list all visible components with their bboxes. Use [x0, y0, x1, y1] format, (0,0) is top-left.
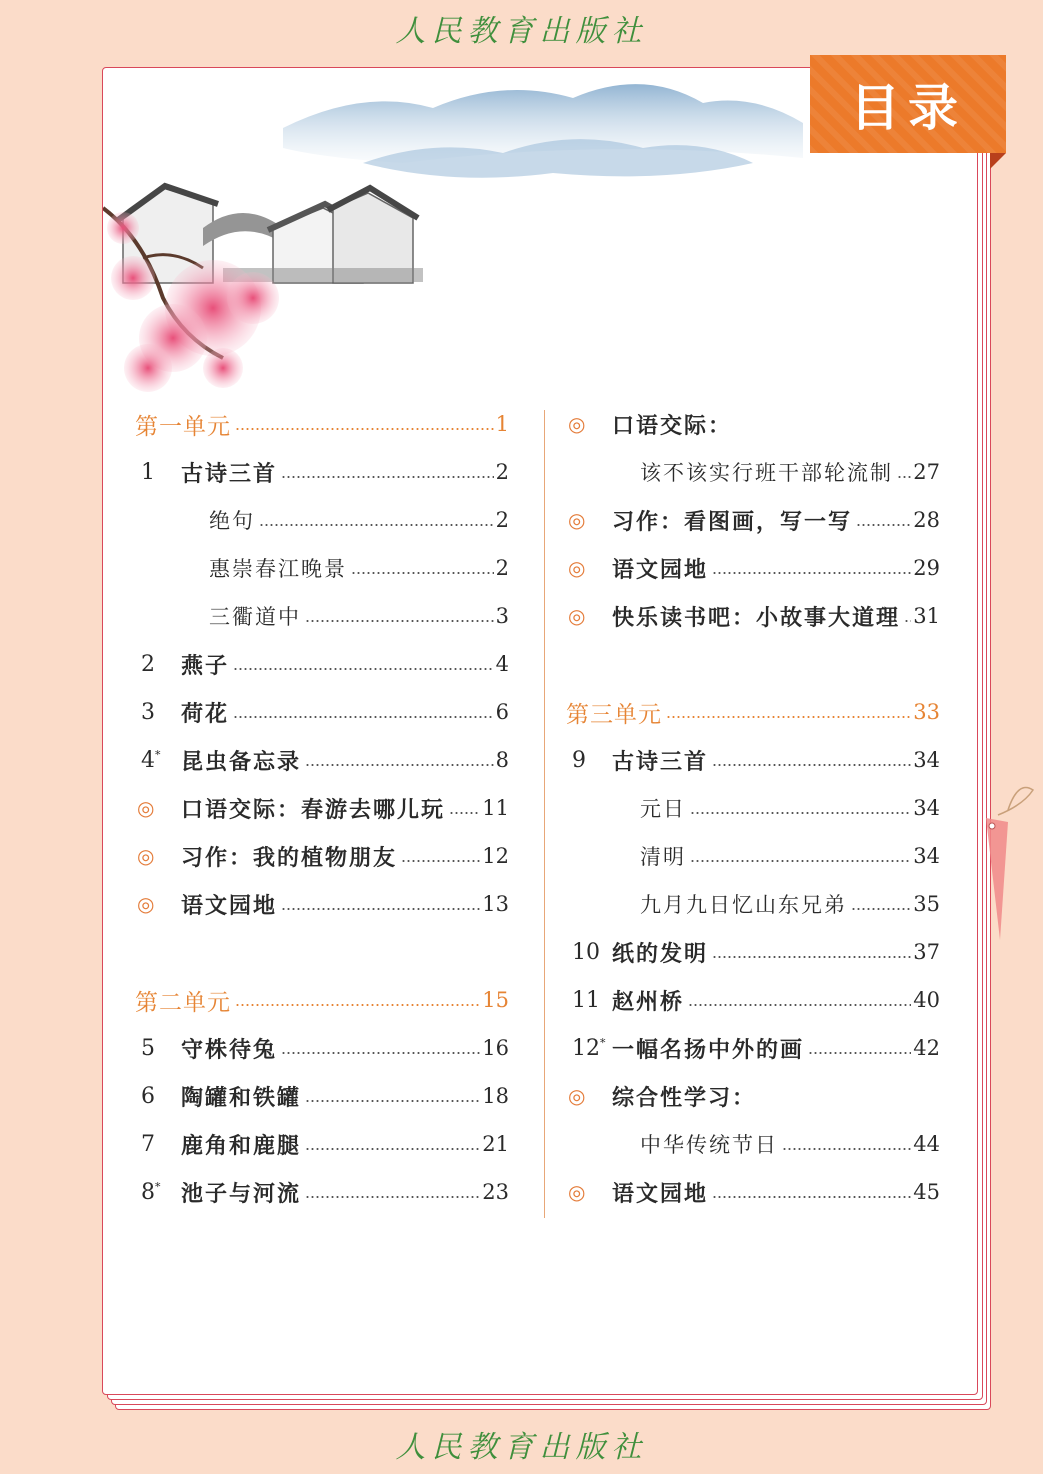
sub-entry-title: 九月九日忆山东兄弟 — [640, 893, 847, 917]
lesson-number: 10 — [572, 939, 600, 965]
publisher-logo-top: 人民教育出版社 — [395, 14, 648, 49]
ink-landscape-illustration — [103, 68, 923, 408]
bullet-circle-icon: ◎ — [568, 1084, 586, 1108]
dot-leader — [712, 1196, 911, 1198]
dot-leader — [712, 956, 911, 958]
lesson-title: 守株待兔 — [181, 1036, 278, 1063]
bullet-circle-icon: ◎ — [137, 796, 155, 820]
toc-entry[interactable] — [566, 786, 940, 830]
page-number: 3 — [495, 604, 509, 628]
page-number: 44 — [913, 1132, 940, 1156]
toc-entry[interactable] — [135, 450, 509, 494]
lesson-number: 7 — [141, 1131, 155, 1157]
dot-leader — [235, 428, 494, 430]
lesson-title: 燕子 — [181, 652, 230, 679]
toc-entry[interactable] — [566, 594, 940, 638]
activity-title: 快乐读书吧：小故事大道理 — [612, 604, 901, 631]
dot-leader — [233, 668, 494, 670]
bullet-circle-icon: ◎ — [568, 1180, 586, 1204]
sub-entry-title: 该不该实行班干部轮流制 — [640, 461, 893, 485]
activity-title: 口语交际： — [612, 412, 733, 439]
page-number: 6 — [495, 700, 509, 724]
toc-entry[interactable] — [566, 834, 940, 878]
dot-leader — [449, 812, 480, 814]
bookmark-tag — [978, 770, 1038, 950]
activity-title: 语文园地 — [181, 892, 278, 919]
lesson-title: 荷花 — [181, 700, 230, 727]
page-number: 29 — [913, 556, 940, 580]
page-number: 2 — [495, 556, 509, 580]
column-divider — [544, 410, 545, 1218]
bullet-circle-icon: ◎ — [568, 412, 586, 436]
dot-leader — [401, 860, 480, 862]
sub-entry-title: 清明 — [640, 845, 686, 869]
toc-entry[interactable] — [135, 834, 509, 878]
page-number: 42 — [913, 1036, 940, 1060]
page-number: 34 — [913, 844, 940, 868]
page-number: 23 — [482, 1180, 509, 1204]
lesson-title: 鹿角和鹿腿 — [181, 1132, 302, 1159]
page-number: 31 — [913, 604, 940, 628]
toc-entry[interactable] — [566, 498, 940, 542]
page-number: 12 — [482, 844, 509, 868]
dot-leader — [305, 1148, 480, 1150]
dot-leader — [305, 764, 494, 766]
page-number: 2 — [495, 460, 509, 484]
bullet-circle-icon: ◎ — [137, 844, 155, 868]
dot-leader — [351, 572, 494, 574]
toc-entry[interactable] — [135, 1074, 509, 1118]
page-number: 34 — [913, 748, 940, 772]
toc-entry[interactable] — [566, 930, 940, 974]
lesson-number: 1 — [141, 459, 155, 485]
toc-unit-heading[interactable] — [135, 978, 509, 1022]
activity-title: 综合性学习： — [612, 1084, 757, 1111]
lesson-number: 3 — [141, 699, 155, 725]
dot-leader — [782, 1148, 911, 1150]
lesson-title: 纸的发明 — [612, 940, 709, 967]
dot-leader — [904, 620, 911, 622]
toc-entry[interactable] — [135, 690, 509, 734]
contents-heading: 目录 — [810, 55, 1006, 153]
sub-entry-title: 惠崇春江晚景 — [209, 557, 347, 581]
bullet-circle-icon: ◎ — [568, 556, 586, 580]
toc-entry[interactable] — [135, 1026, 509, 1070]
toc-entry[interactable] — [135, 786, 509, 830]
page-number: 28 — [913, 508, 940, 532]
houses — [118, 186, 423, 283]
toc-entry[interactable] — [566, 1170, 940, 1214]
activity-title: 习作：我的植物朋友 — [181, 844, 398, 871]
toc-unit-heading[interactable] — [566, 690, 940, 734]
sub-entry-title: 元日 — [640, 797, 686, 821]
lesson-number: 5 — [141, 1035, 155, 1061]
page-number: 33 — [913, 700, 940, 724]
dot-leader — [305, 1196, 480, 1198]
toc-entry[interactable] — [135, 498, 509, 542]
dot-leader — [856, 524, 911, 526]
sub-entry-title: 中华传统节日 — [640, 1133, 778, 1157]
dot-leader — [281, 908, 480, 910]
dot-leader — [666, 716, 911, 718]
toc-entry[interactable] — [566, 978, 940, 1022]
unit-title: 第一单元 — [135, 413, 231, 440]
optional-star: * — [155, 748, 161, 762]
bullet-circle-icon: ◎ — [137, 892, 155, 916]
lesson-number: 8* — [141, 1179, 161, 1205]
toc-entry[interactable] — [135, 1170, 509, 1214]
lesson-title: 古诗三首 — [181, 460, 278, 487]
toc-entry[interactable] — [566, 1122, 940, 1166]
dot-leader — [259, 524, 494, 526]
toc-entry[interactable] — [135, 882, 509, 926]
tab-fold — [990, 153, 1006, 169]
page-number: 11 — [482, 796, 509, 820]
toc-entry[interactable] — [566, 1026, 940, 1070]
page-number: 15 — [482, 988, 509, 1012]
dot-leader — [808, 1052, 911, 1054]
dot-leader — [305, 1100, 480, 1102]
lesson-title: 赵州桥 — [612, 988, 685, 1015]
lesson-title: 陶罐和铁罐 — [181, 1084, 302, 1111]
sub-entry-title: 绝句 — [209, 509, 255, 533]
page-number: 1 — [495, 412, 509, 436]
bullet-circle-icon: ◎ — [568, 508, 586, 532]
dot-leader — [690, 860, 911, 862]
publisher-logo-bottom: 人民教育出版社 — [395, 1430, 648, 1465]
toc-entry[interactable] — [135, 738, 509, 782]
dot-leader — [235, 1004, 480, 1006]
lesson-number: 6 — [141, 1083, 155, 1109]
page-number: 35 — [913, 892, 940, 916]
bullet-circle-icon: ◎ — [568, 604, 586, 628]
activity-title: 语文园地 — [612, 1180, 709, 1207]
activity-title: 语文园地 — [612, 556, 709, 583]
dot-leader — [305, 620, 494, 622]
toc-entry[interactable] — [566, 402, 940, 446]
lesson-number: 4* — [141, 747, 161, 773]
activity-title: 口语交际：春游去哪儿玩 — [181, 796, 446, 823]
toc-entry[interactable] — [135, 594, 509, 638]
lesson-title: 池子与河流 — [181, 1180, 302, 1207]
optional-star: * — [155, 1180, 161, 1194]
page-number: 4 — [495, 652, 509, 676]
dot-leader — [281, 1052, 480, 1054]
page-number: 21 — [482, 1132, 509, 1156]
toc-entry[interactable] — [135, 546, 509, 590]
toc-unit-heading[interactable] — [135, 402, 509, 446]
lesson-title: 一幅名扬中外的画 — [612, 1036, 805, 1063]
dot-leader — [690, 812, 911, 814]
dot-leader — [233, 716, 494, 718]
page-number: 18 — [482, 1084, 509, 1108]
toc-entry[interactable] — [566, 450, 940, 494]
sub-entry-title: 三衢道中 — [209, 605, 301, 629]
toc-entry[interactable] — [566, 546, 940, 590]
lesson-number: 2 — [141, 651, 155, 677]
lesson-title: 昆虫备忘录 — [181, 748, 302, 775]
lesson-number: 11 — [572, 987, 600, 1013]
dot-leader — [281, 476, 494, 478]
page-number: 8 — [495, 748, 509, 772]
toc-entry[interactable] — [135, 642, 509, 686]
toc-entry[interactable] — [135, 1122, 509, 1166]
dot-leader — [688, 1004, 911, 1006]
lesson-number: 9 — [572, 747, 586, 773]
dot-leader — [712, 764, 911, 766]
page-number: 13 — [482, 892, 509, 916]
toc-entry[interactable] — [566, 882, 940, 926]
page-number: 45 — [913, 1180, 940, 1204]
page-number: 2 — [495, 508, 509, 532]
unit-title: 第二单元 — [135, 989, 231, 1016]
page-number: 16 — [482, 1036, 509, 1060]
page-number: 27 — [913, 460, 940, 484]
unit-title: 第三单元 — [566, 701, 662, 728]
page-number: 37 — [913, 940, 940, 964]
lesson-number: 12* — [572, 1035, 606, 1061]
activity-title: 习作：看图画，写一写 — [612, 508, 853, 535]
page-number: 34 — [913, 796, 940, 820]
optional-star: * — [600, 1036, 606, 1050]
dot-leader — [851, 908, 911, 910]
lesson-title: 古诗三首 — [612, 748, 709, 775]
dot-leader — [712, 572, 911, 574]
page-number: 40 — [913, 988, 940, 1012]
toc-entry[interactable] — [566, 738, 940, 782]
toc-entry[interactable] — [566, 1074, 940, 1118]
dot-leader — [897, 476, 911, 478]
